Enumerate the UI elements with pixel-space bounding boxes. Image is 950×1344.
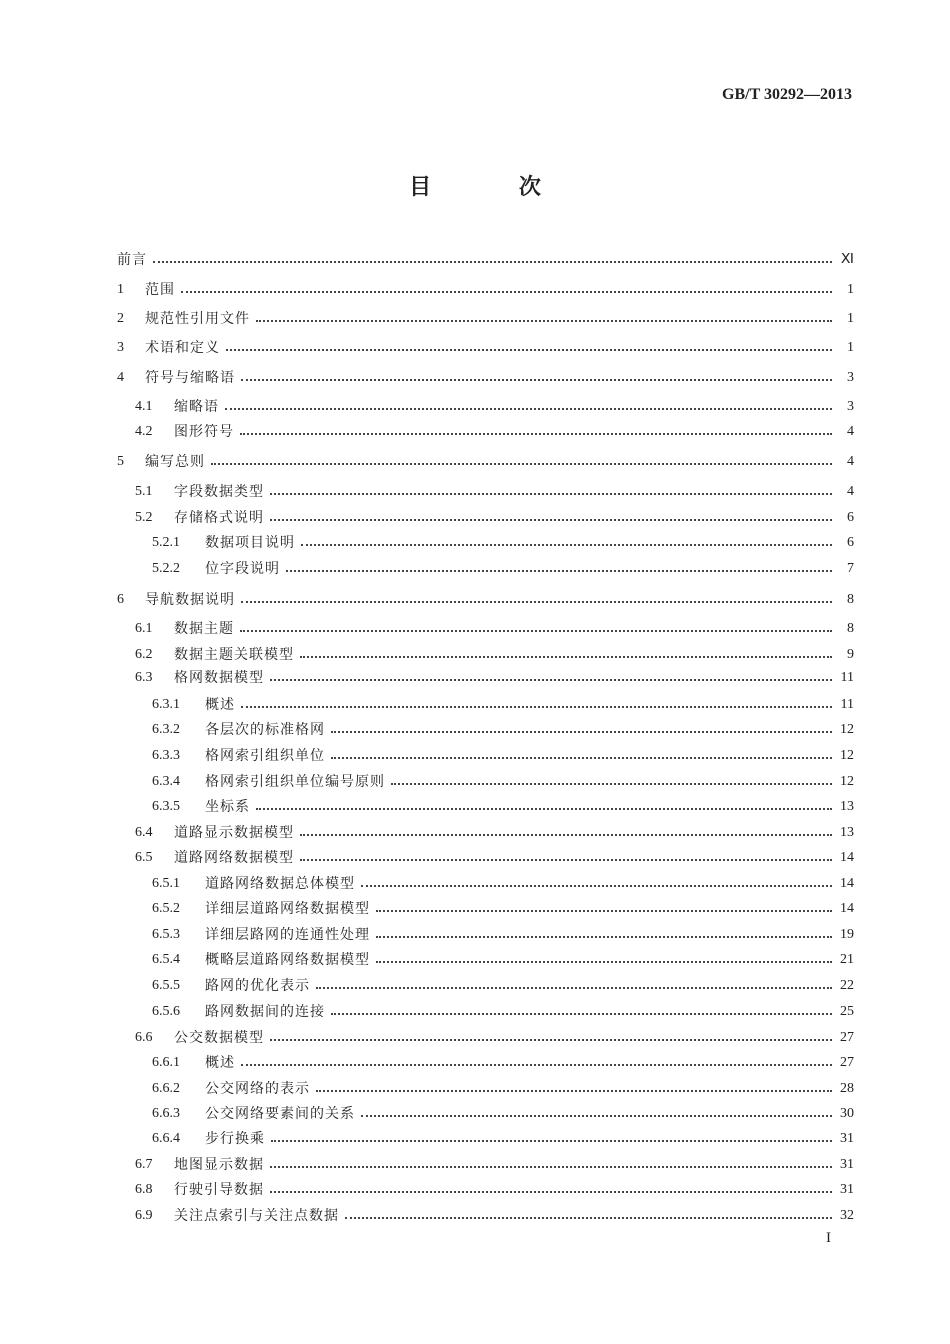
leader-dots <box>256 320 832 322</box>
toc-entry-page: 21 <box>840 952 854 967</box>
toc-entry-page: 27 <box>840 1030 854 1045</box>
toc-entry[interactable] <box>0 1129 950 1149</box>
toc-entry-page: 4 <box>847 484 854 499</box>
toc-entry-number: 6.3.2 <box>152 722 180 737</box>
leader-dots <box>270 1191 832 1193</box>
toc-entry-page: 8 <box>847 592 854 607</box>
toc-entry[interactable] <box>0 482 950 502</box>
toc-entry-title: 图形符号 <box>174 424 234 440</box>
toc-entry-page: 11 <box>840 697 854 712</box>
toc-entry-number: 6.6.4 <box>152 1131 180 1146</box>
toc-entry-number: 6.2 <box>135 647 153 662</box>
toc-entry-page: 28 <box>840 1081 854 1096</box>
toc-entry-page: 7 <box>847 561 854 576</box>
toc-entry-title: 数据项目说明 <box>205 535 295 551</box>
leader-dots <box>240 433 832 435</box>
toc-entry-page: 8 <box>847 621 854 636</box>
toc-entry-number: 5 <box>117 454 124 469</box>
toc-entry-title: 缩略语 <box>174 399 219 415</box>
toc-entry[interactable] <box>0 422 950 442</box>
toc-entry-title: 符号与缩略语 <box>145 370 235 386</box>
toc-entry[interactable] <box>0 823 950 843</box>
leader-dots <box>241 601 832 603</box>
toc-entry-title: 数据主题 <box>174 621 234 637</box>
toc-entry-title: 公交网络要素间的关系 <box>205 1106 355 1122</box>
toc-entry-title: 路网的优化表示 <box>205 978 310 994</box>
leader-dots <box>345 1217 832 1219</box>
leader-dots <box>300 656 832 658</box>
toc-entry-number: 6.3.4 <box>152 774 180 789</box>
toc-entry-number: 6.5 <box>135 850 153 865</box>
toc-entry-number: 6.5.5 <box>152 978 180 993</box>
toc-entry[interactable] <box>0 746 950 766</box>
toc-entry[interactable] <box>0 452 950 472</box>
toc-entry-number: 6.9 <box>135 1208 153 1223</box>
leader-dots <box>226 349 832 351</box>
toc-entry-page: 12 <box>840 748 854 763</box>
toc-entry[interactable] <box>0 250 950 270</box>
leader-dots <box>270 1039 832 1041</box>
toc-entry-page: 32 <box>840 1208 854 1223</box>
toc-entry-page: 31 <box>840 1157 854 1172</box>
toc-entry[interactable] <box>0 590 950 610</box>
toc-entry-number: 4 <box>117 370 124 385</box>
leader-dots <box>316 987 832 989</box>
toc-entry-page: 1 <box>847 282 854 297</box>
toc-entry-title: 术语和定义 <box>145 340 220 356</box>
toc-entry-title: 概述 <box>205 1055 235 1071</box>
toc-entry-title: 步行换乘 <box>205 1131 265 1147</box>
toc-entry-title: 存储格式说明 <box>174 510 264 526</box>
toc-entry-number: 3 <box>117 340 124 355</box>
toc-entry-title: 范围 <box>145 282 175 298</box>
leader-dots <box>391 783 832 785</box>
toc-entry-page: 31 <box>840 1182 854 1197</box>
toc-entry-number: 6.3 <box>135 670 153 685</box>
toc-entry[interactable] <box>0 1079 950 1099</box>
toc-entry-number: 6.5.1 <box>152 876 180 891</box>
toc-entry-title: 坐标系 <box>205 799 250 815</box>
toc-entry-number: 6.5.4 <box>152 952 180 967</box>
leader-dots <box>271 1140 832 1142</box>
toc-entry-title: 编写总则 <box>145 454 205 470</box>
toc-entry-number: 6.5.2 <box>152 901 180 916</box>
toc-entry-number: 6.3.5 <box>152 799 180 814</box>
toc-entry-title: 关注点索引与关注点数据 <box>174 1208 339 1224</box>
leader-dots <box>211 463 832 465</box>
toc-entry[interactable] <box>0 848 950 868</box>
toc-entry[interactable] <box>0 508 950 528</box>
toc-entry-title: 规范性引用文件 <box>145 311 250 327</box>
toc-entry-page: 9 <box>847 647 854 662</box>
leader-dots <box>270 1166 832 1168</box>
toc-entry-title: 道路网络数据模型 <box>174 850 294 866</box>
toc-entry-page: 6 <box>847 535 854 550</box>
toc-entry-title: 详细层道路网络数据模型 <box>205 901 370 917</box>
toc-entry-title: 格网索引组织单位 <box>205 748 325 764</box>
leader-dots <box>181 291 832 293</box>
toc-entry-number: 5.1 <box>135 484 153 499</box>
toc-entry[interactable] <box>0 397 950 417</box>
toc-entry-number: 4.2 <box>135 424 153 439</box>
leader-dots <box>286 570 832 572</box>
toc-entry-page: 14 <box>840 850 854 865</box>
toc-entry[interactable] <box>0 1180 950 1200</box>
toc-entry-title: 公交网络的表示 <box>205 1081 310 1097</box>
leader-dots <box>316 1090 832 1092</box>
toc-entry-page: 6 <box>847 510 854 525</box>
page-number: I <box>826 1230 831 1246</box>
toc-entry[interactable] <box>0 368 950 388</box>
toc-entry-page: 11 <box>840 670 854 685</box>
toc-entry-title: 地图显示数据 <box>174 1157 264 1173</box>
leader-dots <box>300 859 832 861</box>
leader-dots <box>270 519 832 521</box>
toc-entry-title: 详细层路网的连通性处理 <box>205 927 370 943</box>
toc-entry[interactable] <box>0 1002 950 1022</box>
toc-entry-number: 6.6 <box>135 1030 153 1045</box>
leader-dots <box>300 834 832 836</box>
leader-dots <box>331 757 832 759</box>
toc-entry-page: 31 <box>840 1131 854 1146</box>
toc-entry-title: 前言 <box>117 252 147 268</box>
toc-entry-title: 字段数据类型 <box>174 484 264 500</box>
toc-entry[interactable] <box>0 619 950 639</box>
toc-entry-page: 4 <box>847 454 854 469</box>
leader-dots <box>270 493 832 495</box>
toc-entry-number: 6.3.3 <box>152 748 180 763</box>
toc-entry-number: 6.7 <box>135 1157 153 1172</box>
toc-entry-title: 路网数据间的连接 <box>205 1004 325 1020</box>
toc-entry-title: 数据主题关联模型 <box>174 647 294 663</box>
page-title: 目 次 <box>409 174 581 200</box>
toc-entry[interactable] <box>0 950 950 970</box>
toc-entry[interactable] <box>0 1104 950 1124</box>
toc-entry-number: 6 <box>117 592 124 607</box>
toc-entry-number: 2 <box>117 311 124 326</box>
standard-number: GB/T 30292—2013 <box>722 86 852 103</box>
toc-entry-page: 25 <box>840 1004 854 1019</box>
leader-dots <box>376 910 832 912</box>
leader-dots <box>376 961 832 963</box>
toc-entry-page: 14 <box>840 901 854 916</box>
toc-entry-number: 6.6.3 <box>152 1106 180 1121</box>
toc-entry-page: 22 <box>840 978 854 993</box>
toc-entry-number: 1 <box>117 282 124 297</box>
toc-entry-title: 导航数据说明 <box>145 592 235 608</box>
toc-entry-title: 格网索引组织单位编号原则 <box>205 774 385 790</box>
leader-dots <box>241 379 832 381</box>
toc-entry-page: Ⅺ <box>840 252 854 267</box>
toc-entry-title: 行驶引导数据 <box>174 1182 264 1198</box>
toc-entry-page: 1 <box>847 340 854 355</box>
toc-entry-number: 6.4 <box>135 825 153 840</box>
toc-entry-number: 6.5.3 <box>152 927 180 942</box>
toc-entry[interactable] <box>0 1206 950 1226</box>
toc-entry-page: 27 <box>840 1055 854 1070</box>
leader-dots <box>153 261 832 263</box>
toc-entry[interactable] <box>0 559 950 579</box>
toc-entry-page: 3 <box>847 370 854 385</box>
toc-entry-title: 道路显示数据模型 <box>174 825 294 841</box>
toc-entry-number: 6.5.6 <box>152 1004 180 1019</box>
toc-entry[interactable] <box>0 1155 950 1175</box>
toc-entry[interactable] <box>0 797 950 817</box>
toc-entry-number: 6.6.1 <box>152 1055 180 1070</box>
toc-entry[interactable] <box>0 976 950 996</box>
toc-entry-number: 6.1 <box>135 621 153 636</box>
leader-dots <box>376 936 832 938</box>
toc-entry[interactable] <box>0 533 950 553</box>
toc-entry-title: 各层次的标准格网 <box>205 722 325 738</box>
toc-entry-page: 14 <box>840 876 854 891</box>
toc-entry-page: 13 <box>840 825 854 840</box>
toc-entry[interactable] <box>0 1028 950 1048</box>
toc-entry-number: 6.8 <box>135 1182 153 1197</box>
toc-entry-title: 道路网络数据总体模型 <box>205 876 355 892</box>
leader-dots <box>225 408 832 410</box>
toc-entry-title: 格网数据模型 <box>174 670 264 686</box>
toc-entry[interactable] <box>0 772 950 792</box>
leader-dots <box>361 1115 832 1117</box>
toc-entry-number: 5.2.1 <box>152 535 180 550</box>
toc-entry[interactable] <box>0 925 950 945</box>
toc-entry[interactable] <box>0 874 950 894</box>
leader-dots <box>270 679 832 681</box>
leader-dots <box>301 544 832 546</box>
leader-dots <box>331 1013 832 1015</box>
toc-entry[interactable] <box>0 720 950 740</box>
toc-entry-page: 4 <box>847 424 854 439</box>
toc-entry-page: 12 <box>840 722 854 737</box>
toc-entry-page: 3 <box>847 399 854 414</box>
toc-entry-page: 1 <box>847 311 854 326</box>
toc-entry-number: 5.2.2 <box>152 561 180 576</box>
toc-entry-page: 12 <box>840 774 854 789</box>
toc-entry[interactable] <box>0 899 950 919</box>
toc-entry-number: 5.2 <box>135 510 153 525</box>
toc-entry[interactable] <box>0 695 950 715</box>
leader-dots <box>241 1064 832 1066</box>
toc-entry-title: 概略层道路网络数据模型 <box>205 952 370 968</box>
toc-entry-page: 30 <box>840 1106 854 1121</box>
toc-entry-number: 6.3.1 <box>152 697 180 712</box>
toc-entry-title: 概述 <box>205 697 235 713</box>
toc-entry-number: 6.6.2 <box>152 1081 180 1096</box>
leader-dots <box>361 885 832 887</box>
toc-entry[interactable] <box>0 668 950 688</box>
leader-dots <box>241 706 832 708</box>
toc-entry[interactable] <box>0 338 950 358</box>
leader-dots <box>256 808 832 810</box>
leader-dots <box>331 731 832 733</box>
toc-entry-title: 位字段说明 <box>205 561 280 577</box>
toc-entry[interactable] <box>0 645 950 665</box>
leader-dots <box>240 630 832 632</box>
toc-entry[interactable] <box>0 309 950 329</box>
toc-entry[interactable] <box>0 280 950 300</box>
toc-entry[interactable] <box>0 1053 950 1073</box>
toc-entry-number: 4.1 <box>135 399 153 414</box>
toc-entry-page: 19 <box>840 927 854 942</box>
toc-entry-title: 公交数据模型 <box>174 1030 264 1046</box>
toc-entry-page: 13 <box>840 799 854 814</box>
